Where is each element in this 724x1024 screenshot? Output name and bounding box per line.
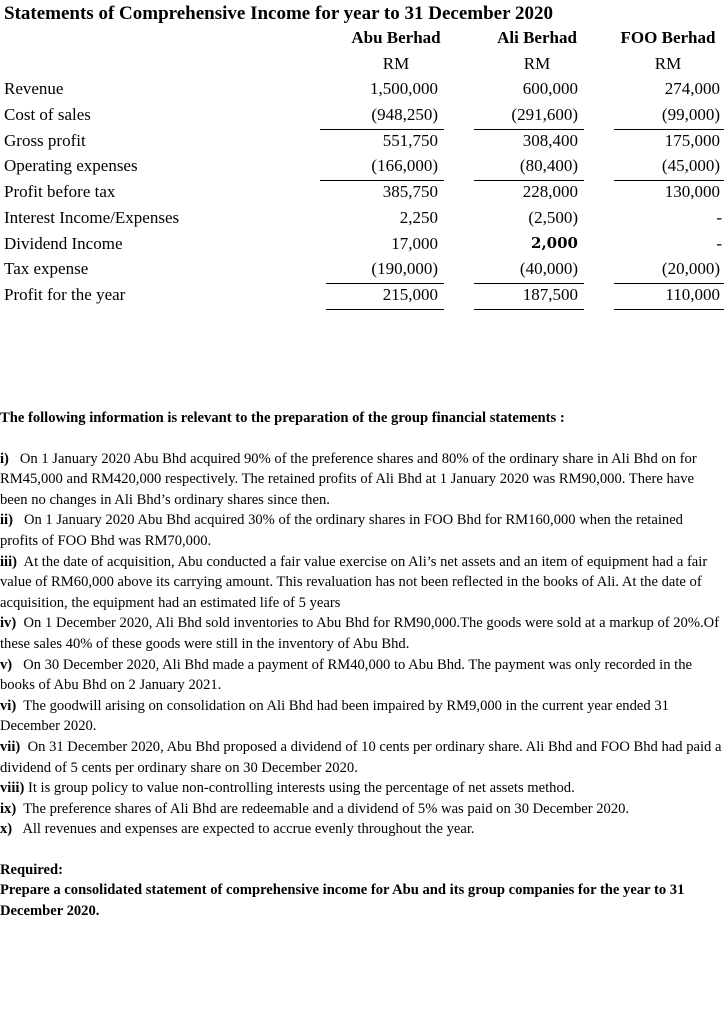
table-row-operating-expenses — [4, 156, 722, 182]
value-ali: (40,000) — [519, 259, 578, 279]
table-row-interest — [4, 208, 722, 234]
note-number: vi) — [0, 697, 17, 714]
row-label: Tax expense — [4, 259, 89, 279]
column-header-row — [4, 28, 722, 54]
value-ali: (80,400) — [519, 156, 578, 176]
note-10 — [0, 819, 722, 840]
currency-abu: RM — [382, 53, 410, 73]
note-text: All revenues and expenses are expected to accrue evenly throughout the year. — [22, 821, 475, 838]
note-2 — [0, 510, 722, 551]
value-abu: 1,500,000 — [370, 79, 438, 99]
underline — [614, 309, 724, 310]
value-foo: 110,000 — [665, 284, 720, 304]
value-abu: 551,750 — [382, 130, 438, 150]
value-foo: 130,000 — [664, 182, 720, 202]
required-label: Required: — [0, 861, 63, 878]
table-row-cost-of-sales — [4, 105, 722, 131]
underline — [474, 309, 584, 310]
value-foo: 175,000 — [664, 130, 720, 150]
note-number: vii) — [0, 738, 21, 755]
note-text: On 1 January 2020 Abu Bhd acquired 90% of the preference shares and 80% of the ordinary share in Ali Bhd on for RM45,000 and RM420,000 respectively. The retained profits of Ali Bhd at 1 January 2020 was RM90,000. There have been no changes in Ali Bhd’s ordinary shares since then. — [0, 450, 697, 508]
note-3 — [0, 552, 722, 614]
income-statement-table — [4, 28, 722, 311]
value-ali: 187,500 — [522, 284, 578, 304]
value-abu: (190,000) — [371, 259, 438, 279]
currency-foo: RM — [654, 53, 682, 73]
value-abu: 215,000 — [382, 284, 438, 304]
note-4 — [0, 613, 722, 654]
value-foo: (45,000) — [661, 156, 720, 176]
value-abu: 17,000 — [391, 233, 438, 253]
value-foo: 274,000 — [664, 79, 720, 99]
table-row-tax-expense — [4, 259, 722, 285]
note-number: ix) — [0, 800, 17, 817]
row-label: Interest Income/Expenses — [4, 207, 180, 227]
note-text: The goodwill arising on consolidation on Ali Bhd had been impaired by RM9,000 in the current year ended 31 December 2020. — [0, 697, 669, 735]
row-label: Operating expenses — [4, 156, 138, 176]
note-number: ii) — [0, 512, 13, 529]
note-8 — [0, 778, 722, 799]
required-text: Prepare a consolidated statement of comprehensive income for Abu and its group companies for the year to 31 December 2020. — [0, 882, 685, 920]
note-5 — [0, 655, 722, 696]
column-header-ali: Ali Berhad — [497, 28, 577, 47]
value-ali: 2,000 — [531, 233, 578, 252]
underline — [326, 309, 444, 310]
note-number: iii) — [0, 553, 18, 570]
note-text: It is group policy to value non-controlling interests using the percentage of net assets method. — [27, 780, 575, 797]
value-foo: - — [716, 207, 722, 227]
row-label: Dividend Income — [4, 233, 123, 253]
note-text: On 1 January 2020 Abu Bhd acquired 30% of the ordinary shares in FOO Bhd for RM160,000 when the retained profits of FOO Bhd was RM70,000. — [0, 512, 683, 549]
row-label: Revenue — [4, 79, 64, 99]
row-label: Profit before tax — [4, 182, 116, 202]
table-row-profit-before-tax — [4, 182, 722, 208]
note-number: x) — [0, 821, 13, 838]
note-number: iv) — [0, 615, 17, 632]
row-label: Cost of sales — [4, 105, 91, 125]
intro-heading: The following information is relevant to the preparation of the group financial statements : — [0, 410, 565, 426]
note-6 — [0, 696, 722, 737]
value-foo: - — [716, 233, 722, 253]
note-number: v) — [0, 656, 13, 673]
value-ali: 600,000 — [522, 79, 578, 99]
instructions-section — [0, 408, 722, 922]
value-ali: 228,000 — [522, 182, 578, 202]
note-text: On 31 December 2020, Abu Bhd proposed a dividend of 10 cents per ordinary share. Ali Bhd and FOO Bhd had paid a dividend of 5 cents per ordinary share on 30 December 2020. — [0, 738, 722, 776]
note-text: The preference shares of Ali Bhd are redeemable and a dividend of 5% was paid on 30 December 2020. — [23, 800, 630, 817]
note-text: On 1 December 2020, Ali Bhd sold inventories to Abu Bhd for RM90,000.The goods were sold at a markup of 20%.Of these sales 40% of these goods were still in the inventory of Abu Bhd. — [0, 615, 720, 652]
note-text: At the date of acquisition, Abu conducted a fair value exercise on Ali’s net assets and an item of equipment had a fair value of RM60,000 above its carrying amount. This revaluation has not been reflected in the books of Ali. At the date of acquisition, the equipment had an estimated life of 5 years — [0, 553, 708, 611]
value-foo: (20,000) — [661, 259, 720, 279]
currency-ali: RM — [523, 53, 551, 73]
note-1 — [0, 449, 722, 511]
note-text: On 30 December 2020, Ali Bhd made a payment of RM40,000 to Abu Bhd. The payment was only recorded in the books of Abu Bhd on 2 January 2021. — [0, 656, 693, 694]
note-number: i) — [0, 450, 9, 467]
table-row-gross-profit — [4, 131, 722, 157]
column-header-abu: Abu Berhad — [351, 28, 441, 47]
table-row-revenue — [4, 79, 722, 105]
value-foo: (99,000) — [661, 105, 720, 125]
row-label: Profit for the year — [4, 284, 126, 304]
table-row-dividend-income — [4, 234, 722, 260]
value-abu: (948,250) — [371, 105, 438, 125]
currency-row — [4, 54, 722, 80]
note-number: viii) — [0, 780, 25, 797]
value-abu: 385,750 — [382, 182, 438, 202]
note-9 — [0, 799, 722, 820]
note-7 — [0, 737, 722, 778]
value-ali: (2,500) — [528, 207, 578, 227]
value-ali: (291,600) — [511, 105, 578, 125]
value-abu: 2,250 — [399, 207, 438, 227]
value-ali: 308,400 — [522, 130, 578, 150]
statement-title: Statements of Comprehensive Income for year to 31 December 2020 — [4, 3, 553, 24]
table-row-profit-for-year — [4, 285, 722, 311]
row-label: Gross profit — [4, 130, 86, 150]
column-header-foo: FOO Berhad — [620, 28, 716, 47]
value-abu: (166,000) — [371, 156, 438, 176]
